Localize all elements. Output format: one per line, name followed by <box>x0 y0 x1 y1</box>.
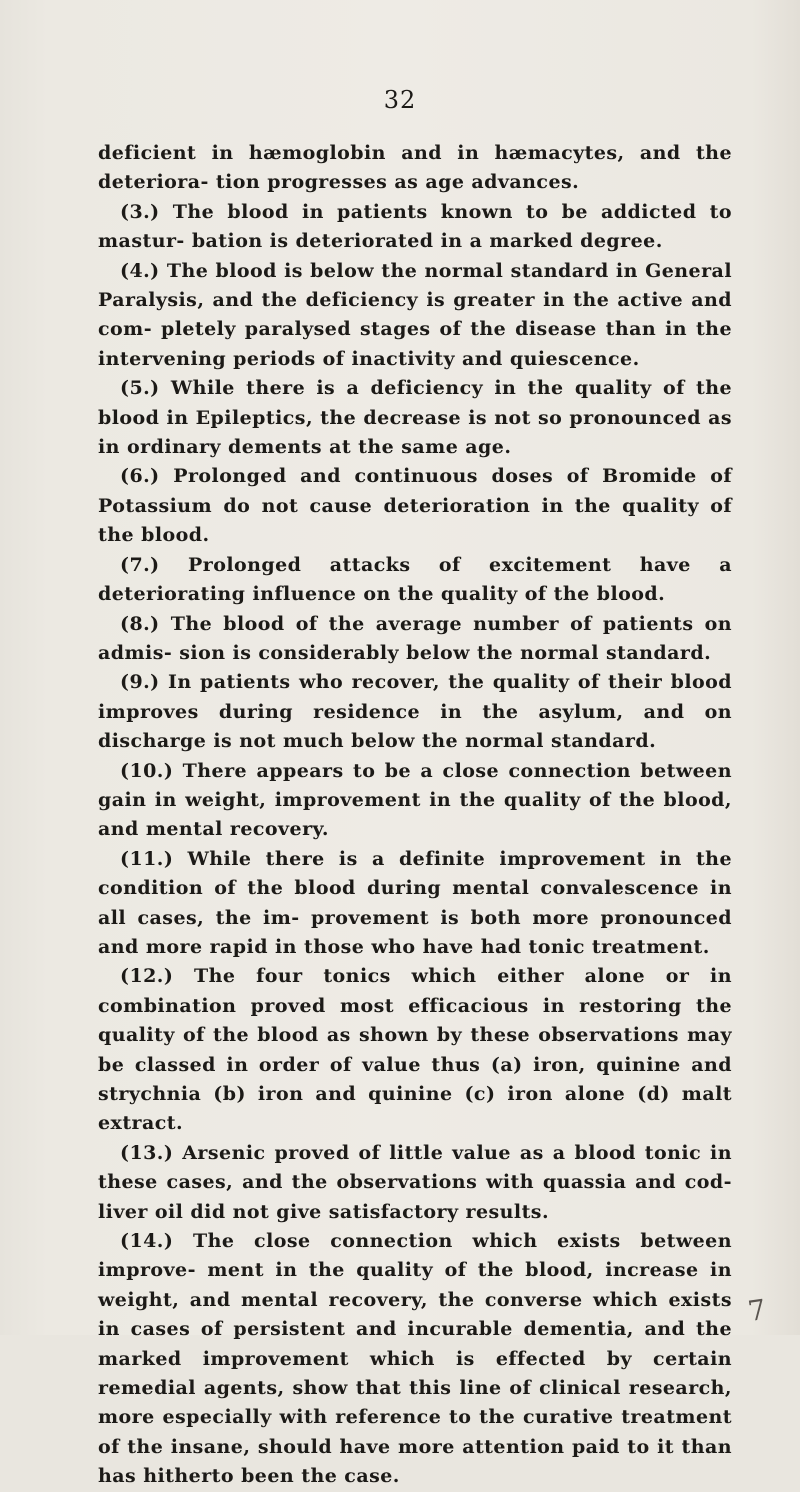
paragraph-7: (7.) Prolonged attacks of excitement have a deteriorating influence on the quality of the blood. <box>98 553 732 606</box>
paragraph-continuation: deficient in hæmoglobin and in hæmacytes, and the deteriora- tion progresses as age advances. <box>98 142 732 194</box>
paragraph-5: (5.) While there is a deficiency in the quality of the blood in Epileptics, the decrease is not so pronounced as in ordinary dements at the same age. <box>98 377 732 459</box>
paragraph-13: (13.) Arsenic proved of little value as a blood tonic in these cases, and the observations with quassia and cod-liver oil did not give satisfactory results. <box>98 1141 732 1223</box>
paragraph-14: (14.) The close connection which exists between improve- ment in the quality of the blood, increase in weight, and mental recovery, the converse which exists in cases of persistent and incurable dementia, and the marked improvement which is effected by certain remedial agents, show that this line of clinical research, more especially with reference to the curative treatment of the insane, should have more attention paid to it than has hitherto been the case. <box>98 1230 732 1488</box>
page-number: 32 <box>383 86 417 114</box>
body-text <box>98 139 732 1492</box>
paragraph-8: (8.) The blood of the average number of patients on admis- sion is considerably below the normal standard. <box>98 612 732 664</box>
paragraph-11: (11.) While there is a definite improvement in the condition of the blood during mental convalescence in all cases, the im- provement is both more pronounced and more rapid in those who have had tonic treatment. <box>98 847 732 958</box>
paragraph-9: (9.) In patients who recover, the quality of their blood improves during residence in the asylum, and on discharge is not much below the normal standard. <box>98 671 732 753</box>
paragraph-4: (4.) The blood is below the normal standard in General Paralysis, and the deficiency is greater in the active and com- pletely paralysed stages of the disease than in the intervening periods of inactivity and quiescence. <box>98 259 732 370</box>
paragraph-12: (12.) The four tonics which either alone or in combination proved most efficacious in restoring the quality of the blood as shown by these observations may be classed in order of value thus (a) iron, quinine and strychnia (b) iron and quinine (c) iron alone (d) malt extract. <box>98 965 732 1135</box>
paragraph-6: (6.) Prolonged and continuous doses of Bromide of Potassium do not cause deterioration in the quality of the blood. <box>98 465 732 547</box>
paragraph-10: (10.) There appears to be a close connection between gain in weight, improvement in the quality of the blood, and mental recovery. <box>98 759 732 841</box>
corner-mark: 7 <box>745 1292 769 1329</box>
paragraph-3: (3.) The blood in patients known to be addicted to mastur- bation is deteriorated in a marked degree. <box>98 200 732 253</box>
